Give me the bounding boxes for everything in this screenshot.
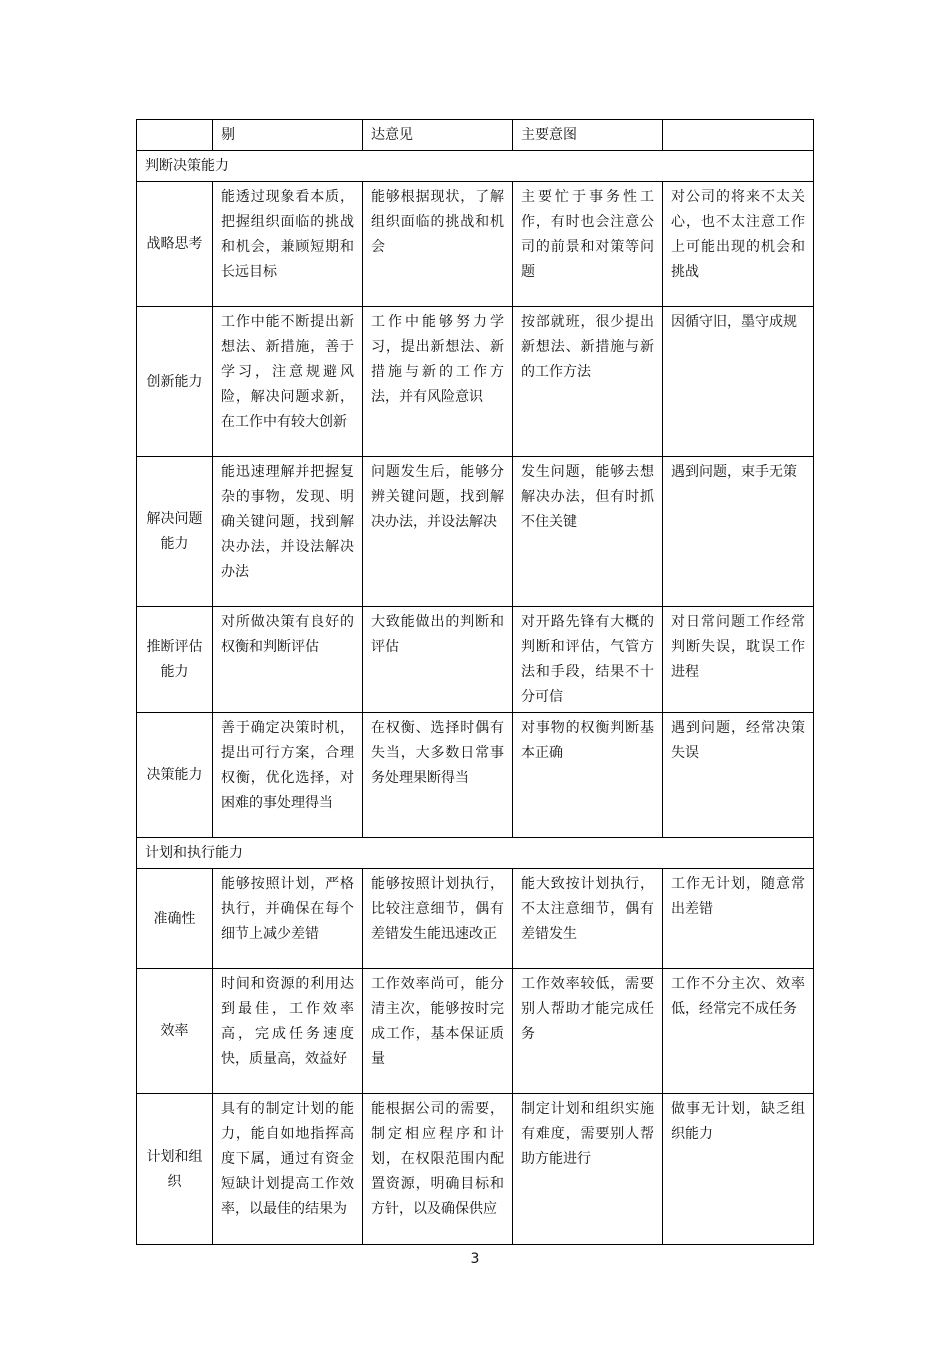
level-cell: 按部就班，很少提出新想法、新措施与新的工作方法 [513,307,663,457]
table-row [137,713,814,838]
criterion-name: 战略思考 [137,182,213,307]
section-title: 判断决策能力 [137,151,814,182]
level-cell: 遇到问题，经常决策失误 [663,713,814,838]
level-cell: 时间和资源的利用达到最佳，工作效率高，完成任务速度快，质量高，效益好 [213,969,363,1094]
criterion-name: 准确性 [137,869,213,969]
level-cell: 对公司的将来不太关心，也不太注意工作上可能出现的机会和挑战 [663,182,814,307]
level-cell: 能根据公司的需要，制定相应程序和计划，在权限范围内配置资源，明确目标和方针，以及确保供应 [363,1094,513,1245]
level-cell: 能够按照计划执行，比较注意细节，偶有差错发生能迅速改正 [363,869,513,969]
level-cell: 对所做决策有良好的权衡和判断评估 [213,607,363,713]
table-row [137,307,814,457]
level-cell: 工作效率较低，需要别人帮助才能完成任务 [513,969,663,1094]
level-cell: 工作中能够努力学习，提出新想法、新措施与新的工作方法，并有风险意识 [363,307,513,457]
header-cell: 达意见 [363,120,513,151]
table-row [137,607,814,713]
level-cell: 做事无计划，缺乏组织能力 [663,1094,814,1245]
level-cell: 对开路先锋有大概的判断和评估，气管方法和手段，结果不十分可信 [513,607,663,713]
table-row [137,969,814,1094]
criterion-name: 推断评估能力 [137,607,213,713]
section-title: 计划和执行能力 [137,838,814,869]
criterion-name: 解决问题能力 [137,457,213,607]
criterion-name: 决策能力 [137,713,213,838]
criterion-name: 计划和组织 [137,1094,213,1245]
level-cell: 因循守旧，墨守成规 [663,307,814,457]
level-cell: 工作不分主次、效率低，经常完不成任务 [663,969,814,1094]
level-cell: 善于确定决策时机，提出可行方案，合理权衡，优化选择，对困难的事处理得当 [213,713,363,838]
level-cell: 工作中能不断提出新想法、新措施，善于学习，注意规避风险，解决问题求新，在工作中有较大创新 [213,307,363,457]
level-cell: 能迅速理解并把握复杂的事物，发现、明确关键问题，找到解决办法，并设法解决办法 [213,457,363,607]
level-cell: 工作效率尚可，能分清主次，能够按时完成工作，基本保证质量 [363,969,513,1094]
header-cell: 主要意图 [513,120,663,151]
level-cell: 大致能做出的判断和评估 [363,607,513,713]
level-cell: 主要忙于事务性工作，有时也会注意公司的前景和对策等问题 [513,182,663,307]
section-row [137,838,814,869]
level-cell: 问题发生后，能够分辨关键问题，找到解决办法，并设法解决 [363,457,513,607]
table-row [137,1094,814,1245]
level-cell: 对事物的权衡判断基本正确 [513,713,663,838]
header-cell: 剔 [213,120,363,151]
level-cell: 遇到问题，束手无策 [663,457,814,607]
level-cell: 能大致按计划执行，不太注意细节，偶有差错发生 [513,869,663,969]
criterion-name: 创新能力 [137,307,213,457]
level-cell: 能透过现象看本质，把握组织面临的挑战和机会，兼顾短期和长远目标 [213,182,363,307]
section-row [137,151,814,182]
table-row [137,182,814,307]
criterion-name: 效率 [137,969,213,1094]
header-cell [137,120,213,151]
header-cell [663,120,814,151]
level-cell: 在权衡、选择时偶有失当，大多数日常事务处理果断得当 [363,713,513,838]
level-cell: 工作无计划，随意常出差错 [663,869,814,969]
level-cell: 能够根据现状，了解组织面临的挑战和机会 [363,182,513,307]
level-cell: 具有的制定计划的能力，能自如地指挥高度下属，通过有资金短缺计划提高工作效率，以最佳的结果为 [213,1094,363,1245]
level-cell: 能够按照计划，严格执行，并确保在每个细节上减少差错 [213,869,363,969]
table-row [137,869,814,969]
header-row [137,120,814,151]
table-row [137,457,814,607]
level-cell: 对日常问题工作经常判断失误，耽误工作进程 [663,607,814,713]
evaluation-table [136,119,814,1245]
level-cell: 制定计划和组织实施有难度，需要别人帮助方能进行 [513,1094,663,1245]
page-number: 3 [470,1251,480,1267]
level-cell: 发生问题，能够去想解决办法，但有时抓不住关键 [513,457,663,607]
